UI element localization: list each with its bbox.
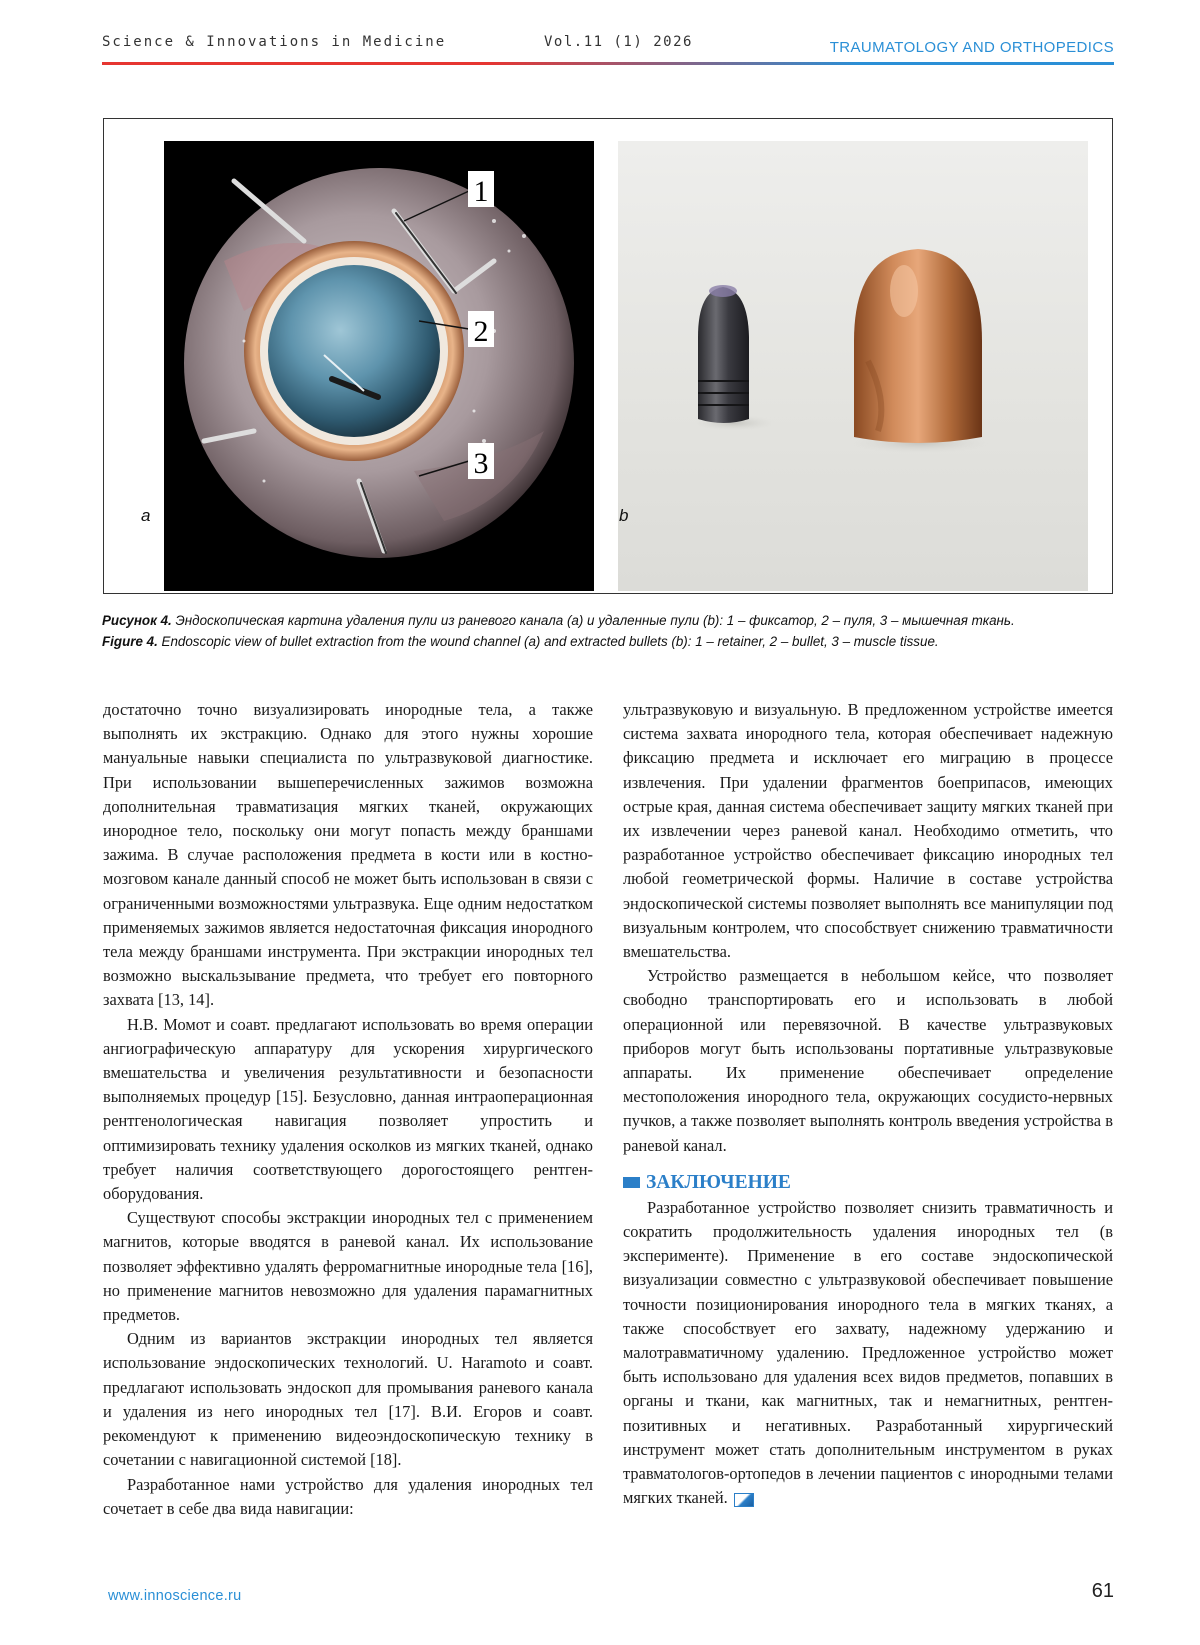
caption-ru-label: Рисунок 4. <box>102 613 172 628</box>
journal-website-link[interactable]: www.innoscience.ru <box>108 1588 242 1604</box>
right-column <box>623 698 1113 1511</box>
paragraph: Разработанное нами устройство для удаления инородных тел сочетает в себе два вида навигации: <box>103 1474 593 1518</box>
section-heading-conclusion <box>623 1170 1113 1196</box>
bullets-photo <box>618 141 1088 591</box>
marker-3: 3 <box>473 447 489 480</box>
paragraph: Одним из вариантов экстракции инородных тел является использование эндоскопических технологий. U. Haramoto и соавт. предлагают использовать эндоскоп для промывания раневого канала и удаления из него инородных тел [17]. В.И. Егоров и соавт. рекомендуют к применению видеоэндоскопическую технику в сочетании с навигационной системой [18]. <box>103 1329 593 1470</box>
panel-a-label: a <box>141 506 151 525</box>
figure-4 <box>103 118 1113 594</box>
caption-en-label: Figure 4. <box>102 634 158 649</box>
paragraph: Существуют способы экстракции инородных тел с применением магнитов, которые вводятся в раневой канал. Их использование позволяет эффективно удалять ферромагнитные инородные тела [16], но применение магнитов невозможно для удаления парамагнитных предметов. <box>103 1208 593 1325</box>
conclusion-text: Разработанное устройство позволяет снизить травматичность и сократить продолжительность удаления инородных тел (в эксперименте). Применение в его составе эндоскопической визуализации совместно с ультразвуковой обеспечивает повышение точности позиционирования инородного тела в мягких тканях, а также способствует его захвату, надежному удержанию и малотравматичному удалению. Предложенное устройство может быть использовано для удаления всех видов предметов, попавших в органы и ткани, как магнитных, так и немагнитных, рентген-позитивных и негативных. Разработанный хирургический инструмент может стать дополнительным инструментом в руках травматологов-ортопедов в лечении пациентов с инородными телами мягких тканей. <box>623 1197 1113 1508</box>
caption-en <box>102 633 1114 650</box>
volume-info: Vol.11 (1) 2026 <box>544 34 693 50</box>
panel-b-label: b <box>619 506 629 525</box>
paragraph <box>623 1196 1113 1511</box>
caption-ru <box>102 612 1114 629</box>
endoscopic-image <box>164 141 594 591</box>
paragraph: ультразвуковую и визуальную. В предложенном устройстве имеется система захвата инородного тела, которая обеспечивает надежную фиксацию предмета и исключает его миграцию в процессе извлечения. При удалении фрагментов боеприпасов, имеющих острые края, данная система обеспечивает защиту мягких тканей при их извлечении через раневой канал. Необходимо отметить, что разработанное устройство обеспечивает фиксацию инородных тел любой геометрической формы. Наличие в составе устройства эндоскопической системы позволяет выполнять все манипуляции под визуальным контролем, что способствует снижению травматичности вмешательства. <box>623 700 1113 962</box>
left-column <box>103 698 593 1521</box>
article-end-icon <box>734 1493 754 1507</box>
caption-ru-text: Эндоскопическая картина удаления пули из раневого канала (a) и удаленные пули (b): 1 – фиксатор, 2 – пуля, 3 – мышечная ткань. <box>171 613 1015 628</box>
figure-caption <box>102 612 1114 650</box>
paragraph: Н.В. Момот и соавт. предлагают использовать во время операции ангиографическую аппаратуру для ускорения хирургического вмешательства и увеличения результативности и безопасности выполняемых процедур [15]. Безусловно, данная интраоперационная рентгенологическая навигация позволяет упростить и оптимизировать технику удаления осколков из мягких тканей, однако требует наличия соответствующего дорогостоящего рентген-оборудования. <box>103 1014 593 1204</box>
journal-title: Science & Innovations in Medicine <box>102 34 447 50</box>
paragraph: Устройство размещается в небольшом кейсе, что позволяет свободно транспортировать его и использовать в любой операционной или перевязочной. В качестве ультразвуковых приборов могут быть использованы портативные ультразвуковые аппараты. Их применение обеспечивает определение местоположения инородного тела, окружающих сосудисто-нервных пучков, а также позволяет выполнять контроль введения устройства в раневой канал. <box>623 966 1113 1155</box>
section-square-icon <box>623 1177 640 1188</box>
page-number: 61 <box>1091 1580 1114 1602</box>
marker-2: 2 <box>473 315 489 348</box>
section-name: TRAUMATOLOGY AND ORTHOPEDICS <box>829 39 1114 56</box>
header-divider <box>102 62 1114 65</box>
marker-1: 1 <box>473 175 489 208</box>
paragraph: достаточно точно визуализировать инородные тела, а также выполнять их экстракцию. Однако для этого нужны хорошие мануальные навыки специалиста по ультразвуковой диагностике. При использовании вышеперечисленных зажимов возможна дополнительная травматизация мягких тканей, окружающих инородное тело, поскольку они могут попасть между браншами зажима. В случае расположения предмета в кости или в костно-мозговом канале данный способ не может быть использован в связи с ограниченными возможностями ультразвука. Еще одним недостатком применяемых зажимов является недостаточная фиксация инородного тела между браншами инструмента. При экстракции инородных тел возможно выскальзывание предмета, что требует его повторного захвата [13, 14]. <box>103 700 593 1010</box>
caption-en-text: Endoscopic view of bullet extraction from the wound channel (a) and extracted bullets (b): 1 – retainer, 2 – bullet, 3 – muscle tissue. <box>157 634 939 649</box>
section-heading-text: ЗАКЛЮЧЕНИЕ <box>646 1171 791 1193</box>
